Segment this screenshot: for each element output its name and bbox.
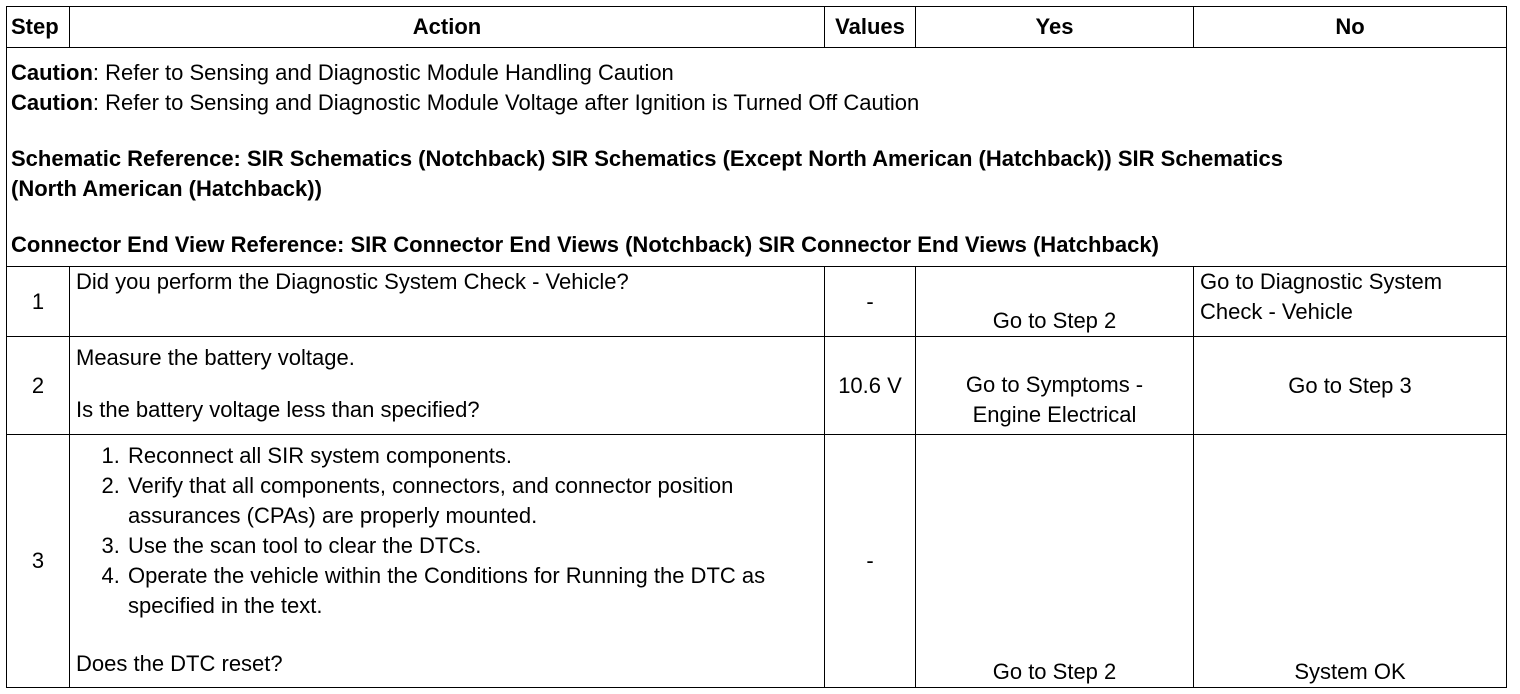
schematic-reference: Schematic Reference: SIR Schematics (Notchback) SIR Schematics (Except North American (Hatchback)) SIR Schematics — [11, 146, 1283, 171]
table-row — [7, 267, 1507, 337]
spacer — [76, 621, 818, 649]
table-row — [7, 337, 1507, 435]
yes-cell — [916, 267, 1194, 337]
info-cell — [7, 48, 1507, 267]
yes-text-line: Go to Symptoms - — [965, 371, 1144, 397]
spacer — [76, 373, 818, 395]
list-item: 4. Operate the vehicle within the Conditions for Running the DTC as specified in the text. — [126, 561, 818, 621]
info-row — [7, 48, 1507, 267]
caution-label: Caution — [11, 90, 93, 115]
caution-handling — [11, 58, 1502, 88]
yes-text-line: Engine Electrical — [972, 401, 1137, 427]
spacer — [11, 204, 1502, 230]
value-cell: 10.6 V — [825, 337, 916, 435]
yes-link-text: Go to Step 2 — [992, 308, 1117, 333]
action-question: Is the battery voltage less than specified? — [76, 397, 480, 422]
spacer — [11, 118, 1502, 144]
header-action: Action — [70, 7, 825, 48]
header-row — [7, 7, 1507, 48]
connector-reference: Connector End View Reference: SIR Connector End Views (Notchback) SIR Connector End Views (Hatchback) — [11, 232, 1159, 257]
step-number: 3 — [7, 435, 70, 688]
caution-voltage — [11, 88, 1502, 118]
header-yes: Yes — [916, 7, 1194, 48]
step-number: 1 — [7, 267, 70, 337]
caution-text: : Refer to Sensing and Diagnostic Module Voltage after Ignition is Turned Off Caution — [92, 90, 920, 115]
action-cell — [70, 435, 825, 688]
header-no: No — [1194, 7, 1507, 48]
action-text: Did you perform the Diagnostic System Check - Vehicle? — [70, 267, 825, 337]
no-cell — [1194, 267, 1507, 337]
no-cell: Go to Step 3 — [1194, 337, 1507, 435]
action-text: Measure the battery voltage. — [76, 345, 355, 370]
yes-cell — [916, 337, 1194, 435]
caution-label: Caution — [11, 60, 93, 85]
value-cell: - — [825, 435, 916, 688]
action-cell — [70, 337, 825, 435]
caution-text: : Refer to Sensing and Diagnostic Module Handling Caution — [92, 60, 674, 85]
header-values: Values — [825, 7, 916, 48]
substep-list — [76, 441, 818, 621]
no-cell: System OK — [1194, 435, 1507, 688]
list-item: 3. Use the scan tool to clear the DTCs. — [126, 531, 818, 561]
action-question: Does the DTC reset? — [76, 651, 283, 676]
yes-cell: Go to Step 2 — [916, 435, 1194, 688]
list-item: 1. Reconnect all SIR system components. — [126, 441, 818, 471]
list-item: 2. Verify that all components, connectors, and connector position assurances (CPAs) are properly mounted. — [126, 471, 818, 531]
no-text-line: Check - Vehicle — [1200, 299, 1353, 324]
schematic-reference-continued: (North American (Hatchback)) — [11, 176, 322, 201]
header-step: Step — [7, 7, 70, 48]
diagnostic-table — [6, 6, 1507, 688]
no-text-line: Go to Diagnostic System — [1200, 269, 1443, 294]
table-row — [7, 435, 1507, 688]
value-cell: - — [825, 267, 916, 337]
step-number: 2 — [7, 337, 70, 435]
